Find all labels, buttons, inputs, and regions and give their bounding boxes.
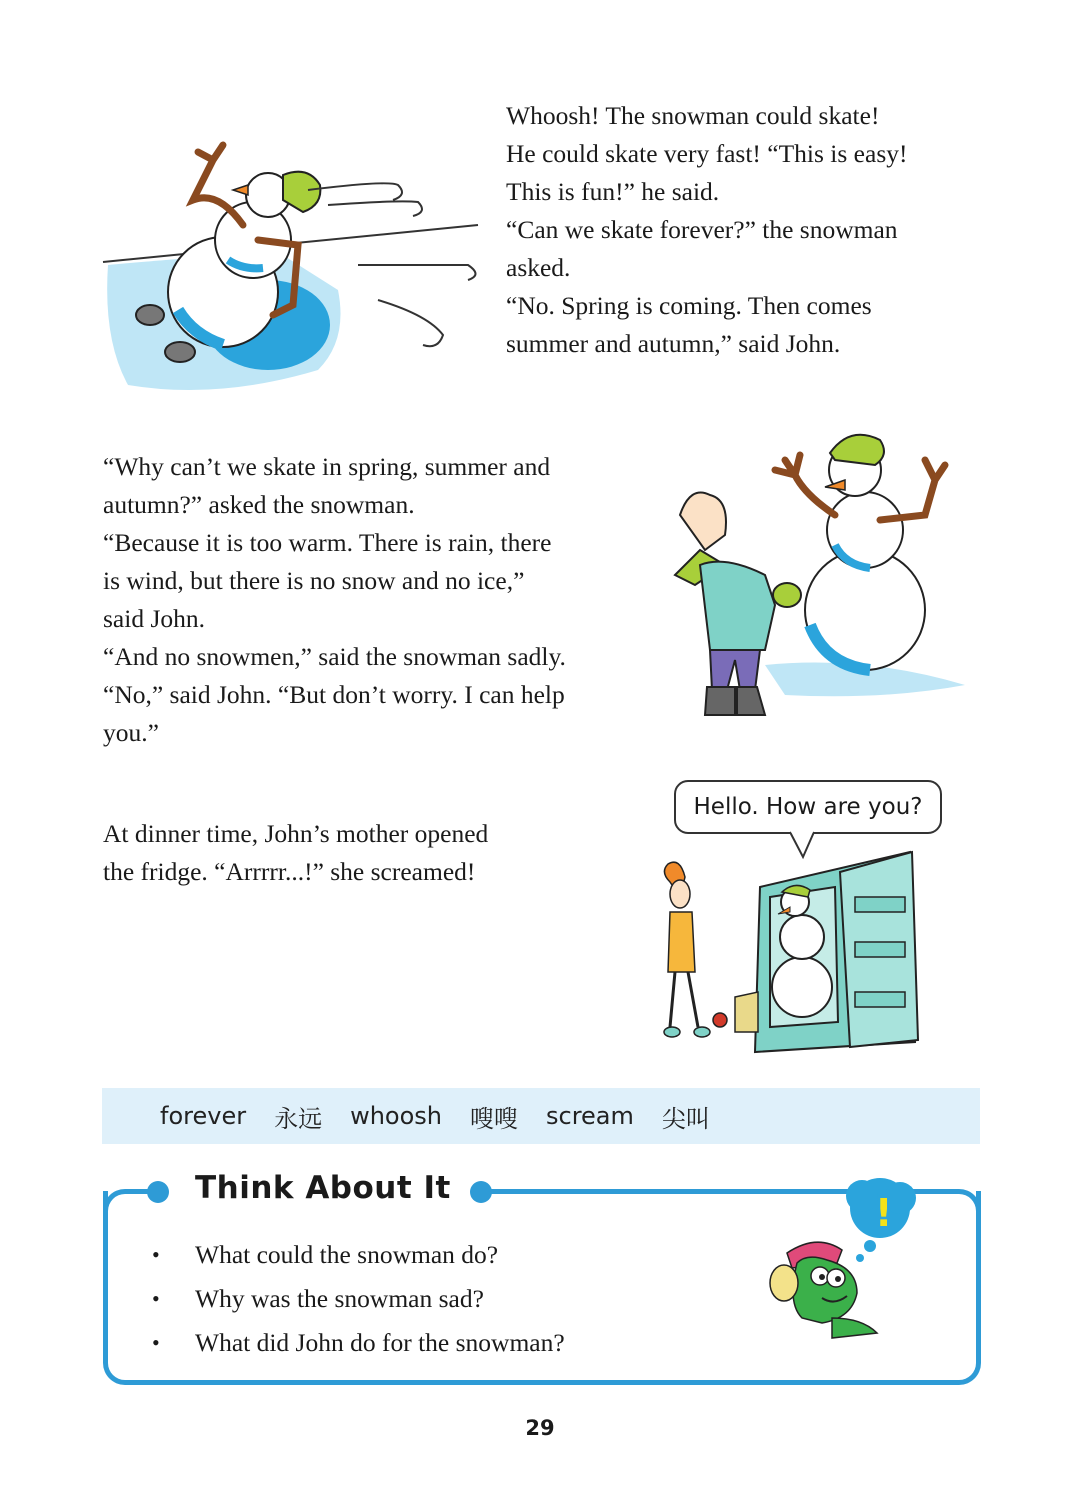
story-line: asked. xyxy=(506,253,571,282)
story-line: “And no snowmen,” said the snowman sadly. xyxy=(103,642,566,671)
vocab-word: forever xyxy=(160,1102,247,1130)
story-line: “Why can’t we skate in spring, summer and xyxy=(103,452,551,481)
title-dot-left xyxy=(147,1181,169,1203)
question-list xyxy=(150,1233,565,1365)
story-line: summer and autumn,” said John. xyxy=(506,329,841,358)
page-number: 29 xyxy=(525,1416,555,1440)
story-line: you.” xyxy=(103,718,159,747)
vocab-translation: 永远 xyxy=(274,1104,323,1133)
skating-snowman-illustration xyxy=(98,140,488,395)
story-line: This is fun!” he said. xyxy=(506,177,720,206)
story-block-3 xyxy=(103,815,603,891)
vocab-word: whoosh xyxy=(350,1102,442,1130)
story-line: said John. xyxy=(103,604,205,633)
mother-fridge-illustration xyxy=(640,842,950,1067)
story-line: At dinner time, John’s mother opened xyxy=(103,819,489,848)
speech-bubble xyxy=(674,780,942,834)
title-dot-right xyxy=(470,1181,492,1203)
svg-text:!: ! xyxy=(875,1191,893,1235)
john-and-snowman-illustration xyxy=(665,425,970,725)
story-line: He could skate very fast! “This is easy! xyxy=(506,139,908,168)
vocab-translation: 尖叫 xyxy=(661,1104,710,1133)
vocab-translation: 嗖嗖 xyxy=(470,1104,518,1133)
story-line: the fridge. “Arrrrr...!” she screamed! xyxy=(103,857,476,886)
question-item: • Why was the snowman sad? xyxy=(150,1277,565,1321)
story-line: autumn?” asked the snowman. xyxy=(103,490,415,519)
question-item: • What did John do for the snowman? xyxy=(150,1321,565,1365)
story-line: “Because it is too warm. There is rain, there xyxy=(103,528,552,557)
story-line: “No,” said John. “But don’t worry. I can help xyxy=(103,680,565,709)
question-item: • What could the snowman do? xyxy=(150,1233,565,1277)
story-line: “Can we skate forever?” the snowman xyxy=(506,215,898,244)
story-block-2 xyxy=(103,448,663,752)
speech-bubble-text: Hello. How are you? xyxy=(693,794,923,820)
vocab-word: scream xyxy=(546,1102,634,1130)
story-block-1 xyxy=(506,97,986,363)
story-line: is wind, but there is no snow and no ice,” xyxy=(103,566,525,595)
dinosaur-mascot-icon xyxy=(762,1178,922,1343)
story-line: Whoosh! The snowman could skate! xyxy=(506,101,880,130)
story-line: “No. Spring is coming. Then comes xyxy=(506,291,872,320)
think-about-it-title: Think About It xyxy=(195,1170,451,1206)
vocabulary-bar xyxy=(102,1088,980,1144)
